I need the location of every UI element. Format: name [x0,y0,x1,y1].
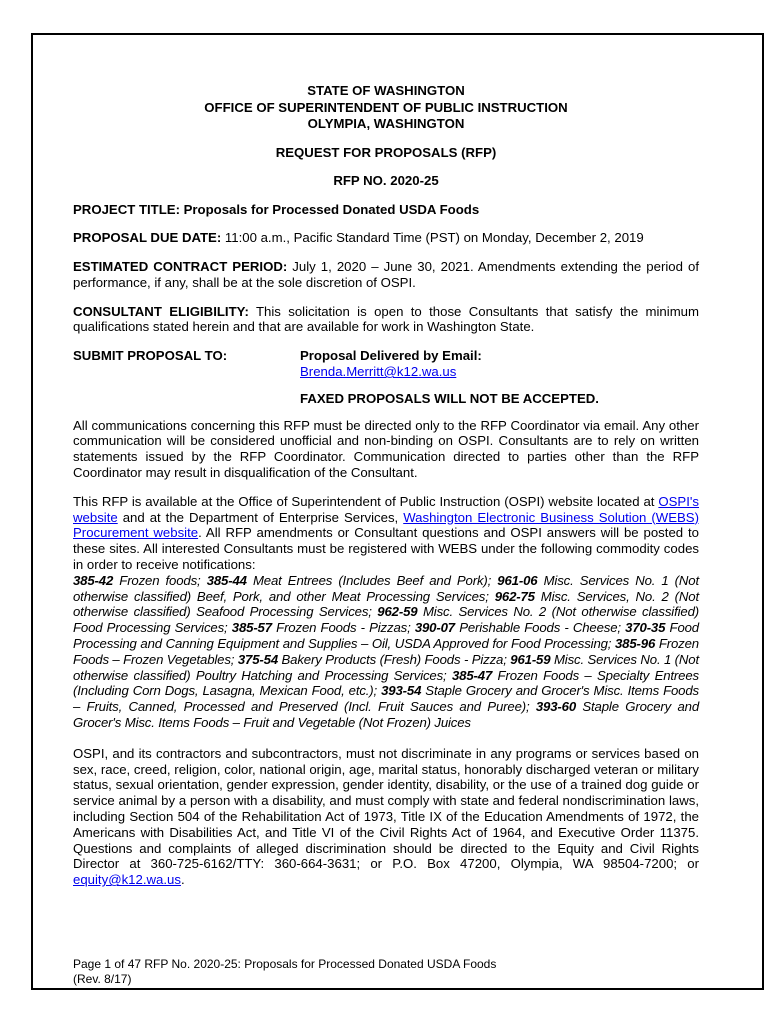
commodity-desc: Meat Entrees (Includes Beef and Pork); [246,572,498,588]
coordinator-email-link[interactable]: Brenda.Merritt@k12.wa.us [300,364,457,380]
commodity-code: 962-75 [494,588,535,604]
commodity-code: 393-54 [381,683,422,699]
availability-text-3: . All RFP amendments or Consultant questions and OSPI answers will be posted to these sites. All interested Consultants must be registered with WEBS under the following commodity codes in order to receive notifications: [73,525,699,573]
due-date [73,230,699,246]
commodity-code: 961-06 [497,572,538,588]
commodity-desc: Misc. Services No. 1 (Not otherwise classified) Beef, Pork, and other Meat Processing Services; [73,572,699,604]
contract-period [73,259,699,291]
equity-email-link[interactable]: equity@k12.wa.us [73,872,181,888]
availability-text-1: This RFP is available at the Office of Superintendent of Public Instruction (OSPI) website located at [73,493,659,509]
contract-period-text: July 1, 2020 – June 30, 2021. Amendments extending the period of performance, if any, shall be at the sole discretion of OSPI. [73,259,699,290]
commodity-desc: Misc. Services, No. 2 (Not otherwise classified) Seafood Processing Services; [73,588,699,620]
submit-label: SUBMIT PROPOSAL TO: [73,348,228,364]
communications-paragraph: All communications concerning this RFP must be directed only to the RFP Coordinator via email. Any other communication will be considered unofficial and non-binding on OSPI. Consultants are to rely on written statements issued by the RFP Coordinator. Communication directed to parties other than the RFP Coordinator may result in disqualification of the Consultant. [73,417,699,481]
commodity-desc: Frozen Foods – Specialty Entrees (Including Corn Dogs, Lasagna, Mexican Food, etc.); [73,667,699,699]
nondiscrimination-paragraph [73,746,699,888]
webs-procurement-link[interactable]: Washington Electronic Business Solution (WEBS) Procurement website [73,509,699,541]
footer-page-info: Page 1 of 47 RFP No. 2020-25: Proposals for Processed Donated USDA Foods [73,957,497,971]
commodity-desc: Bakery Products (Fresh) Foods - Pizza; [278,651,511,667]
commodity-desc: Frozen Foods - Pizzas; [271,620,415,636]
commodity-codes [73,573,699,731]
commodity-desc: Frozen Foods – Frozen Vegetables; [73,636,699,667]
contract-period-label: ESTIMATED CONTRACT PERIOD: [73,259,288,275]
commodity-code: 961-59 [510,651,551,667]
commodity-code: 390-07 [414,620,455,636]
consultant-eligibility [73,304,699,336]
header-office: OFFICE OF SUPERINTENDENT OF PUBLIC INSTRUCTION [204,99,568,115]
commodity-desc: Frozen foods; [113,572,207,588]
commodity-code: 385-47 [451,667,493,683]
commodity-desc: Staple Grocery and Grocer's Misc. Items Foods – Fruits, Canned, Processed and Preserved (Incl. Fruit Sauces and Puree); [73,683,699,715]
header-state: STATE OF WASHINGTON [307,83,465,98]
rfp-title: REQUEST FOR PROPOSALS (RFP) [275,144,497,160]
document-header [73,83,699,190]
eligibility-text: This solicitation is open to those Consultants that satisfy the minimum qualifications stated herein and that are available for work in Washington State. [73,303,700,335]
commodity-code: 393-60 [535,699,577,715]
fax-notice: FAXED PROPOSALS WILL NOT BE ACCEPTED. [300,390,599,406]
commodity-code: 385-57 [231,620,272,636]
eligibility-label: CONSULTANT ELIGIBILITY: [73,303,249,319]
commodity-code: 385-96 [615,636,656,652]
commodity-code: 370-35 [625,620,666,636]
submit-details [300,348,599,406]
availability-paragraph [73,494,699,573]
commodity-desc: Food Processing and Canning Equipment and Supplies – Oil, USDA Approved for Food Processing; [73,620,699,652]
project-title: PROJECT TITLE: Proposals for Processed Donated USDA Foods [73,201,480,217]
submit-method: Proposal Delivered by Email: [300,348,482,364]
commodity-desc: Misc. Services No. 1 (Not otherwise classified) Poultry Hatching and Processing Services; [73,651,699,683]
ospi-website-link[interactable]: OSPI's website [73,493,699,525]
commodity-desc: Misc. Services No. 2 (Not otherwise classified) Food Processing Services; [73,604,699,636]
document-body [73,83,699,888]
commodity-desc: Staple Grocery and Grocer's Misc. Items Foods – Fruit and Vegetable (Not Frozen) Juices [73,699,699,731]
header-city: OLYMPIA, WASHINGTON [307,116,465,131]
due-date-label: PROPOSAL DUE DATE: [73,230,222,246]
commodity-code: 385-44 [206,572,247,588]
rfp-number: RFP NO. 2020-25 [333,173,439,188]
submit-proposal [73,348,699,406]
commodity-code: 385-42 [73,572,114,588]
commodity-code: 375-54 [237,651,279,667]
footer-revision: (Rev. 8/17) [73,972,132,986]
commodity-desc: Perishable Foods - Cheese; [454,620,626,636]
nondiscrimination-end: . [180,872,185,888]
availability-text-2: and at the Department of Enterprise Services, [117,509,404,525]
due-date-text: 11:00 a.m., Pacific Standard Time (PST) on Monday, December 2, 2019 [221,230,644,246]
page-footer [73,957,496,987]
commodity-code: 962-59 [377,604,418,620]
nondiscrimination-text: OSPI, and its contractors and subcontractors, must not discriminate in any programs or services based on sex, race, creed, religion, color, national origin, age, marital status, honorably discharged veteran or military status, sexual orientation, gender expression, gender identity, disability, or the use of a trained dog guide or service animal by a person with a disability, and must comply with state and federal nondiscrimination laws, including Section 504 of the Rehabilitation Act of 1973, Title IX of the Education Amendments of 1972, the Americans with Disabilities Act, and Title VI of the Civil Rights Act of 1964, and Executive Order 11375. Questions and complaints of alleged discrimination should be directed to the Equity and Civil Rights Director at 360-725-6162/TTY: 360-664-3631; or P.O. Box 47200, Olympia, WA 98504-7200; or [73,745,699,872]
